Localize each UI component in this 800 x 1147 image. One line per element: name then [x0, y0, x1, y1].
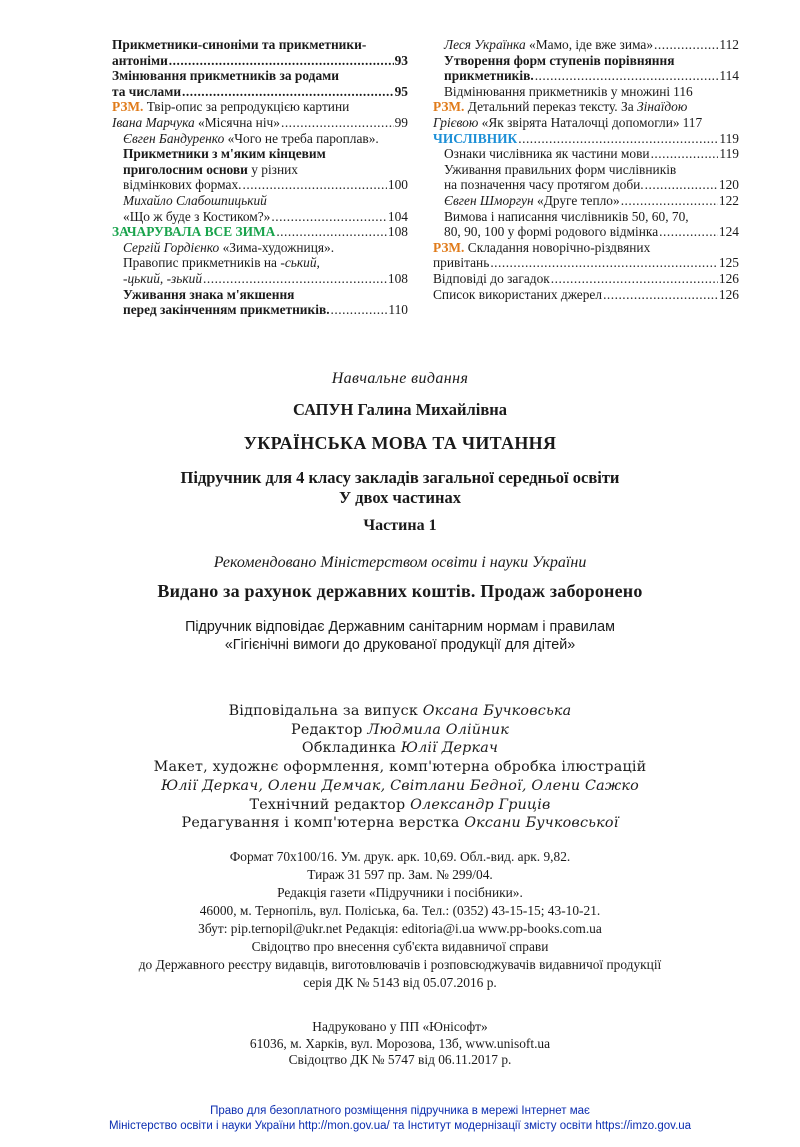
- book-title: УКРАЇНСЬКА МОВА ТА ЧИТАННЯ: [243, 433, 557, 453]
- toc-left-column: [112, 37, 408, 318]
- page-number: 110: [388, 302, 408, 318]
- rzm-label: РЗМ.: [433, 99, 465, 115]
- toc-right-column: [433, 37, 739, 302]
- toc-line: 80, 90, 100 у формі родового відмінка ..... 124: [444, 224, 739, 240]
- toc-entry[interactable]: [433, 271, 739, 287]
- toc-line: Утворення форм ступенів порівняння: [444, 52, 675, 68]
- spec-line: Редакція газети «Підручники і посібники».: [277, 885, 523, 900]
- rzm-label: РЗМ.: [112, 99, 144, 115]
- toc-line: Уживання правильних форм числівників: [444, 161, 677, 177]
- spec-line: до Державного реєстру видавців, виготовлювачів і розповсюджувачів видавничої продукції: [138, 957, 662, 972]
- funding-notice: Видано за рахунок державних коштів. Продаж заборонено: [157, 581, 643, 601]
- leader-dots: [659, 224, 718, 240]
- printer-info: [0, 1019, 800, 1069]
- toc-line: -цький, -зький ..... 108: [123, 271, 408, 287]
- toc-line: Сергій Гордієнко «Зима-художниця».: [123, 239, 335, 255]
- spec-line: серія ДК № 5143 від 05.07.2016 р.: [303, 975, 497, 990]
- print-specs: [0, 848, 800, 992]
- toc-section[interactable]: [112, 224, 408, 240]
- leader-dots: [490, 255, 718, 271]
- spec-line: Свідоцтво про внесення суб'єкта видавничої справи: [251, 939, 549, 954]
- credit-line: Макет, художнє оформлення, комп'ютерна обробка ілюстрацій: [153, 759, 647, 776]
- sanitary-notice: Підручник відповідає Державним санітарним нормам і правилам «Гігієнічні вимоги до друкованої продукції для дітей»: [185, 619, 615, 653]
- toc-entry[interactable]: [433, 146, 739, 162]
- edition-type: Навчальне видання: [331, 370, 469, 387]
- page-number: 117: [682, 114, 703, 130]
- toc-line: відмінкових формах. ..... 100: [123, 177, 408, 193]
- toc-entry[interactable]: [433, 37, 739, 53]
- toc-line: Грієвою «Як звірята Наталочці допомогли» 117: [433, 114, 703, 130]
- toc-line: Євген Бандуренко «Чого не треба пароплав».: [123, 130, 379, 146]
- leader-dots: [518, 131, 718, 147]
- toc-line: Правопис прикметників на -ський,: [123, 255, 320, 271]
- credit-line: Технічний редактор Олександр Гриців: [249, 796, 551, 813]
- leader-dots: [535, 68, 719, 84]
- toc-line: Відмінювання прикметників у множині 116: [444, 83, 693, 99]
- page-number: 93: [394, 52, 408, 68]
- toc-entry[interactable]: [433, 162, 739, 193]
- spec-line: Формат 70x100/16. Ум. друк. арк. 10,69. Обл.-вид. арк. 9,82.: [229, 849, 571, 864]
- printer-line: Свідоцтво ДК № 5747 від 06.11.2017 р.: [288, 1052, 512, 1067]
- leader-dots: [645, 177, 718, 193]
- page-number: 122: [718, 192, 739, 208]
- footer-line[interactable]: Міністерство освіти і науки України http://mon.gov.ua/ та Інститут модернізації змісту освіти https://imzo.gov.ua: [108, 1120, 692, 1132]
- part-number: Частина 1: [363, 517, 437, 534]
- toc-line: РЗМ. Твір-опис за репродукцією картини: [112, 99, 350, 115]
- toc-entry[interactable]: [112, 131, 408, 147]
- page-number: 116: [673, 83, 693, 99]
- page-number: 108: [387, 224, 408, 240]
- toc-line: Івана Марчука «Місячна ніч» ..... 99: [112, 115, 408, 131]
- leader-dots: [621, 193, 718, 209]
- toc-line: Ознаки числівника як частини мови ..... 119: [444, 146, 739, 162]
- page-number: 112: [719, 37, 739, 52]
- spec-line: Тираж 31 597 пр. Зам. № 299/04.: [307, 867, 493, 882]
- leader-dots: [331, 302, 388, 318]
- credit-line: Відповідальна за випуск Оксана Бучковська: [228, 703, 572, 719]
- leader-dots: [271, 209, 387, 225]
- page-number: 126: [718, 286, 739, 302]
- toc-line: Вимова і написання числівників 50, 60, 70,: [444, 208, 689, 224]
- page-number: 114: [719, 68, 739, 84]
- toc-section[interactable]: [433, 131, 739, 147]
- credits-block: [0, 702, 800, 833]
- page-number: 99: [394, 114, 408, 130]
- rzm-label: РЗМ.: [433, 239, 465, 255]
- subtitle-line: Підручник для 4 класу закладів загальної середньої освіти: [180, 468, 620, 487]
- toc-entry[interactable]: [112, 193, 408, 224]
- toc-entry-rzm[interactable]: [433, 99, 739, 130]
- parts-line: У двох частинах: [338, 488, 462, 507]
- page-number: 126: [718, 270, 739, 286]
- toc-line: антоніми ..... 93: [112, 53, 408, 69]
- printer-line: Надруковано у ПП «Юнісофт»: [312, 1019, 488, 1034]
- leader-dots: [169, 53, 394, 69]
- toc-line: Відповіді до загадок ..... 126: [433, 271, 739, 287]
- leader-dots: [654, 37, 718, 53]
- leader-dots: [603, 287, 718, 303]
- toc-line: Михайло Слабошпицький: [123, 192, 267, 208]
- toc-entry[interactable]: [433, 209, 739, 240]
- author-name: САПУН Галина Михайлівна: [293, 400, 507, 419]
- page-number: 104: [387, 208, 408, 224]
- toc-line: прикметників. ..... 114: [444, 68, 739, 84]
- leader-dots: [276, 224, 387, 240]
- toc-line: «Що ж буде з Костиком?» ..... 104: [123, 209, 408, 225]
- page-number: 119: [719, 146, 739, 162]
- toc-entry[interactable]: [112, 37, 408, 68]
- toc-line: Список використаних джерел ..... 126: [433, 287, 739, 303]
- leader-dots: [281, 115, 394, 131]
- recommendation: Рекомендовано Міністерством освіти і науки України: [213, 554, 587, 571]
- toc-line: Леся Українка «Мамо, іде вже зима» ..... 112: [444, 37, 739, 53]
- page-number: 95: [394, 83, 408, 99]
- toc-line: Змінювання прикметників за родами: [112, 68, 339, 84]
- section-heading: ЧИСЛІВНИК ..... 119: [433, 131, 739, 147]
- toc-entry[interactable]: [112, 68, 408, 99]
- page-number: 124: [718, 224, 739, 240]
- credit-line: Редактор Людмила Олійник: [291, 721, 509, 738]
- toc-entry[interactable]: [433, 53, 739, 84]
- printer-line: 61036, м. Харків, вул. Морозова, 13б, www.unisoft.ua: [249, 1035, 551, 1051]
- footer-notice: [0, 1104, 800, 1134]
- page-number: 120: [718, 177, 739, 193]
- leader-dots: [651, 146, 719, 162]
- spec-line: Збут: pip.ternopil@ukr.net Редакція: editoria@i.ua www.pp-books.com.ua: [198, 921, 602, 936]
- credit-line: Юлії Деркач, Олени Демчак, Світлани Бедної, Олени Сажко: [161, 777, 639, 794]
- leader-dots: [182, 84, 394, 100]
- page-number: 119: [719, 130, 739, 146]
- leader-dots: [203, 271, 387, 287]
- credit-line: Редагування і комп'ютерна верстка Оксани Бучковської: [181, 815, 619, 832]
- section-heading: ЗАЧАРУВАЛА ВСЕ ЗИМА ..... 108: [112, 224, 408, 240]
- toc-entry[interactable]: [433, 193, 739, 209]
- toc-line: Прикметники з м'яким кінцевим: [123, 146, 326, 162]
- page-number: 100: [387, 177, 408, 193]
- leader-dots: [551, 271, 718, 287]
- toc-entry[interactable]: [433, 84, 739, 100]
- toc-entry-rzm[interactable]: [433, 240, 739, 271]
- leader-dots: [243, 177, 387, 193]
- credit-line: Обкладинка Юлії Деркач: [301, 740, 499, 757]
- footer-line: Право для безоплатного розміщення підручника в мережі Інтернет має: [210, 1105, 590, 1117]
- toc-entry[interactable]: [112, 287, 408, 318]
- toc-line: перед закінченням прикметників. ..... 110: [123, 302, 408, 318]
- toc-line: Уживання знака м'якшення: [123, 286, 295, 302]
- toc-line: привітань ..... 125: [433, 255, 739, 271]
- page-number: 125: [718, 255, 739, 271]
- book-subtitle: [0, 468, 800, 508]
- toc-entry[interactable]: [433, 287, 739, 303]
- toc-entry[interactable]: [112, 146, 408, 193]
- toc-line: РЗМ. Складання новорічно-різдвяних: [433, 239, 651, 255]
- toc-line: на позначення часу протягом доби. ..... 120: [444, 177, 739, 193]
- toc-entry-rzm[interactable]: [112, 99, 408, 130]
- toc-line: Прикметники-синоніми та прикметники-: [112, 37, 367, 52]
- toc-entry[interactable]: [112, 240, 408, 287]
- toc-line: приголосним основи у різних: [123, 161, 298, 177]
- toc-line: РЗМ. Детальний переказ тексту. За Зінаїдою: [433, 99, 688, 115]
- toc-line: та числами ..... 95: [112, 84, 408, 100]
- toc-line: Євген Шморгун «Друге тепло» ..... 122: [444, 193, 739, 209]
- page-number: 108: [387, 270, 408, 286]
- spec-line: 46000, м. Тернопіль, вул. Поліська, 6а. Тел.: (0352) 43-15-15; 43-10-21.: [199, 903, 601, 918]
